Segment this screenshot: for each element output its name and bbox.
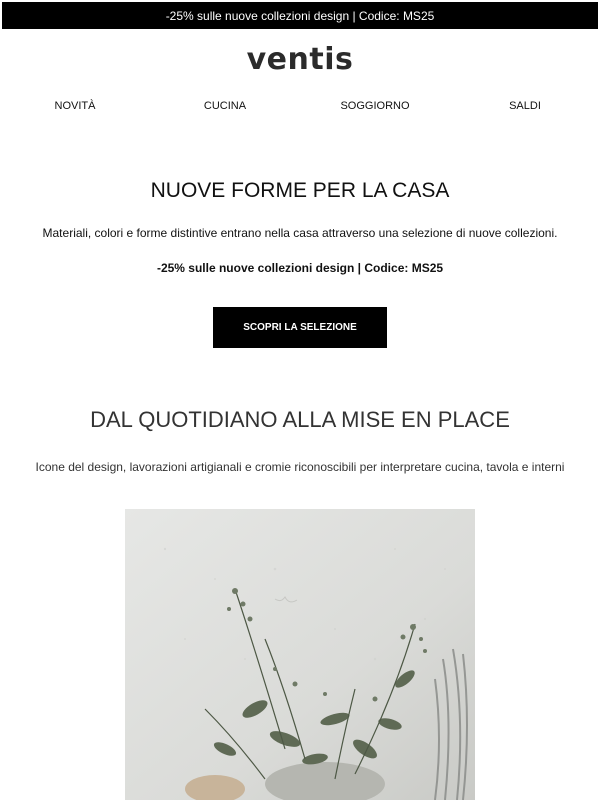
hero-description: Materiali, colori e forme distintive entrano nella casa attraverso una selezione di nuove collezioni. — [42, 226, 558, 240]
section-description: Icone del design, lavorazioni artigianali e cromie riconoscibili per interpretare cucina, tavola e interni — [35, 460, 565, 474]
nav-item-novita[interactable]: NOVITÀ — [54, 100, 96, 112]
section-title: DAL QUOTIDIANO ALLA MISE EN PLACE — [90, 407, 510, 432]
discover-selection-label: SCOPRI LA SELEZIONE — [243, 322, 357, 333]
nav-item-saldi[interactable]: SALDI — [509, 100, 541, 112]
main-nav — [0, 100, 600, 114]
hero-promo-code: -25% sulle nuove collezioni design | Codice: MS25 — [156, 261, 444, 275]
product-photo[interactable] — [125, 509, 475, 800]
nav-item-cucina[interactable]: CUCINA — [203, 100, 247, 112]
discover-selection-button[interactable] — [213, 307, 387, 348]
nav-item-soggiorno[interactable]: SOGGIORNO — [340, 100, 410, 112]
promo-banner[interactable] — [2, 2, 598, 29]
product-photo-illustration — [125, 509, 475, 800]
hero-title: NUOVE FORME PER LA CASA — [150, 179, 450, 202]
promo-banner-text: -25% sulle nuove collezioni design | Codice: MS25 — [165, 8, 435, 23]
brand-logo[interactable]: ventis — [246, 42, 354, 77]
